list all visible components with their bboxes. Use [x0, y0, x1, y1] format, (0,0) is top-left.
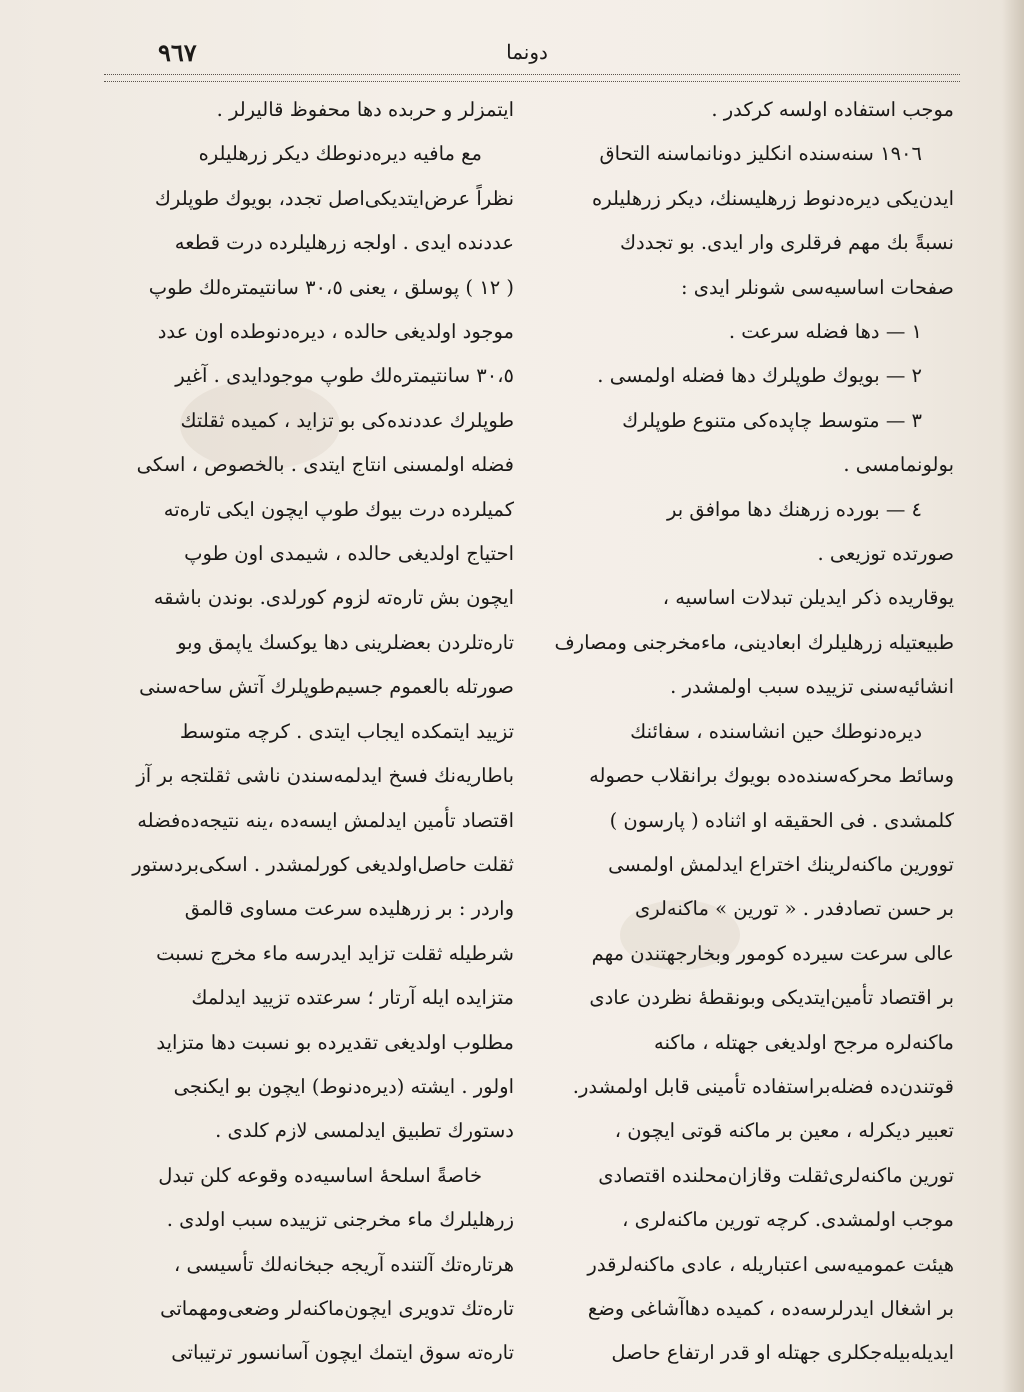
paragraph-start: خاصةً اسلحهٔ اساسیه‌ده وقوعه کلن تبدل	[158, 1163, 482, 1187]
text-line: باطاریه‌نك فسخ ایدلمه‌سندن ناشی ثقلتجه بر آز	[136, 764, 514, 788]
text-line: ماکنه‌لره مرجح اولدیغی جهتله ، ماکنه	[653, 1030, 954, 1054]
text-line: تاره‌ته سوق ایتمك ایچون آسانسور ترتیباتی	[171, 1341, 514, 1365]
left-column	[114, 88, 514, 1376]
text-line: شرطیله ثقلت تزاید ایدرسه ماء مخرج نسبت	[156, 941, 514, 965]
header-rule	[104, 74, 960, 82]
paragraph-start: دیره‌دنوطك حین انشاسنده ، سفائنك	[630, 719, 922, 743]
text-line: کلمشدی . فی الحقیقه او اثناده ( پارسون )	[609, 808, 954, 832]
text-line: اولور . ایشته (دیره‌دنوط) ایچون بو ایکنجی	[173, 1074, 514, 1098]
paragraph-start: مع مافیه دیره‌دنوطك دیکر زرهلیلره	[198, 142, 482, 166]
text-line: هیئت عمومیه‌سی اعتباریله ، عادی ماکنه‌لرقدر	[587, 1252, 954, 1276]
text-line: تزیید ایتمكده ایجاب ایتدی . کرچه متوسط	[179, 719, 514, 743]
text-line: قوتندن‌ده فضله‌براستفاده تأمینی قابل اولمشدر.	[572, 1074, 954, 1098]
text-line: نظراً عرض‌ایتدیکی‌اصل تجدد، بویوك طوپلرك	[154, 186, 514, 210]
text-line: بر حسن تصادفدر . « تورین » ماکنه‌لری	[634, 897, 954, 921]
text-line: ایتمزلر و حربده دها محفوظ قالیرلر .	[216, 98, 514, 121]
right-column	[554, 88, 954, 1376]
text-line: توورین ماکنه‌لرینك اختراع ایدلمش اولمسی	[608, 852, 954, 876]
text-line: صفحات اساسیه‌سی شونلر ایدی :	[680, 275, 954, 299]
list-item: ٣ — متوسط چاپده‌كی متنوع طوپلرك	[622, 408, 922, 432]
text-line: انشائیه‌سنی تزییده سبب اولمشدر .	[670, 675, 954, 699]
text-line: ایدیله‌بیله‌جکلری جهتله او قدر ارتفاع حاصل	[611, 1341, 954, 1365]
text-line: تعبیر دیکرله ، معین بر ماکنه قوتی ایچون ،	[614, 1119, 954, 1143]
text-line: موجود اولدیغی حالده ، دیره‌دنوطده اون عدد	[157, 320, 514, 344]
text-line: بولونمامسی .	[843, 453, 954, 477]
text-line: اقتصاد تأمین ایدلمش ایسه‌ده ،ینه نتیجه‌ده‌فضله	[137, 808, 514, 832]
text-line: ( ١٢ ) پوسلق ، یعنی ٣٠،٥ سانتیمترەلك طوپ	[148, 275, 514, 299]
text-line: ایدن‌یکی دیره‌دنوط زرهلیسنك، دیکر زرهلیلره	[592, 186, 954, 210]
text-line: کمیلرده درت بیوك طوپ ایچون ایکی تاره‌ته	[163, 497, 514, 521]
text-line: مطلوب اولدیغی تقدیرده بو نسبت دها متزاید	[156, 1030, 514, 1054]
text-line: بر اقتصاد تأمین‌ایتدیکی وبونقطهٔ نظردن عادی	[589, 986, 954, 1010]
text-line: دستورك تطبیق ایدلمسی لازم کلدی .	[215, 1119, 514, 1143]
page-number: ٩٦٧	[158, 38, 197, 67]
text-line: تاره‌تلردن بعضلرینی دها یوکسك یاپمق وبو	[177, 630, 514, 654]
running-title: دونما	[506, 40, 548, 64]
text-line: تاره‌تك تدویری ایچون‌ماکنه‌لر وضعی‌ومهماتی	[160, 1296, 514, 1320]
text-line: ٣٠،٥ سانتیمترەلك طوپ موجودایدی . آغیر	[175, 364, 514, 388]
text-line: متزایده ایله آرتار ؛ سرعتده تزیید ایدلمك	[191, 986, 514, 1010]
text-line: احتیاج اولدیغی حالده ، شیمدی اون طوپ	[184, 542, 514, 566]
text-line: هرتاره‌تك آلتنده آریجه جبخانه‌لك تأسیسی ،	[173, 1252, 514, 1276]
text-line: عددنده ایدی . اولجه زرهلیلرده درت قطعه	[174, 231, 514, 255]
text-line: صورتله بالعموم جسیم‌طوپلرك آتش ساحه‌سنی	[139, 675, 514, 699]
page-edge	[1002, 0, 1024, 1392]
text-line: عالی سرعت سیرده کومور وبخارجهتندن مهم	[591, 941, 954, 965]
text-line: صورتده توزیعی .	[817, 542, 954, 566]
text-line: موجب استفاده اولسه کرکدر .	[711, 98, 954, 121]
text-line: طوپلرك عددنده‌كی بو تزاید ، کمیده ثقلتك	[180, 408, 514, 432]
paragraph-start: یوقاریده ذکر ایدیلن تبدلات اساسیه ،	[662, 586, 954, 610]
text-line: تورین ماکنه‌لری‌ثقلت وقازان‌محلنده اقتصادی	[598, 1163, 954, 1187]
paragraph-start: ١٩٠٦ سنه‌سنده انکلیز دونانماسنه التحاق	[599, 142, 922, 166]
text-line: زرهلیلرك ماء مخرجنی تزییده سبب اولدی .	[166, 1208, 514, 1232]
text-line: ثقلت حاصل‌اولدیغی کورلمشدر . اسکی‌بردستور	[132, 852, 514, 876]
list-item: ١ — دها فضله سرعت .	[728, 320, 922, 344]
text-line: ایچون بش تاره‌ته لزوم کورلدی. بوندن باشقه	[153, 586, 514, 610]
text-line: واردر : بر زرهلیده سرعت مساوی قالمق	[184, 897, 514, 921]
text-line: فضله اولمسنی انتاج ایتدی . بالخصوص ، اسکی	[136, 453, 514, 477]
list-item: ٤ — بورده زرهنك دها موافق بر	[666, 497, 922, 521]
list-item: ٢ — بویوك طوپلرك دها فضله اولمسی .	[597, 364, 922, 388]
text-line: وسائط محرکه‌سنده‌ده بویوك برانقلاب حصوله	[589, 764, 954, 788]
text-line: نسبةً بك مهم فرقلری وار ایدی. بو تجددك	[619, 231, 954, 255]
text-line: موجب اولمشدی. کرچه تورین ماکنه‌لری ،	[622, 1208, 954, 1232]
text-line: طبیعتیله زرهلیلرك ابعادینی، ماءمخرجنی ومصارف	[554, 630, 954, 654]
text-line: بر اشغال ایدرلرسه‌ده ، کمیده دهاآشاغی وضع	[587, 1296, 954, 1320]
